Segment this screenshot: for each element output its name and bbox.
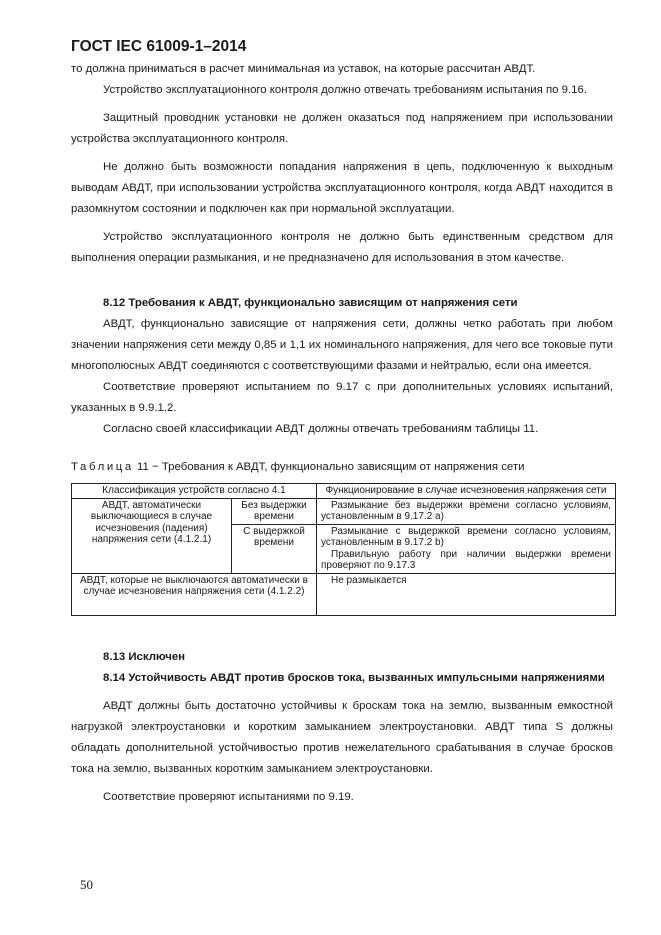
table-cell: Размыкание без выдержки времени согласно условиям, установленным в 9.17.2 а) (317, 498, 616, 524)
table-cell: Без выдержки времени (232, 498, 317, 524)
table-cell-line: Правильную работу при наличии выдержки времени проверяют по 9.17.3 (321, 548, 611, 571)
table-cell (317, 524, 616, 573)
paragraph: Соответствие проверяют испытаниями по 9.19. (103, 791, 354, 803)
table-row (72, 498, 616, 524)
text-block-1 (71, 59, 613, 269)
paragraph: то должна приниматься в расчет минимальная из уставок, на которые рассчитан АВДТ. (71, 63, 536, 75)
table-cell-line: Размыкание с выдержкой времени согласно условиям, установленным в 9.17.2 b) (321, 525, 611, 548)
section-8-14 (71, 668, 613, 808)
table-row (72, 573, 616, 615)
paragraph: АВДТ, функционально зависящие от напряжения сети, должны четко работать при любом значении напряжения сети между 0,85 и 1,1 их номинального напряжения, для чего все токовые пути многополюсных АВДТ соединяются с соответствующими фазами и нейтралью, если она имеется. (71, 318, 613, 372)
table-header-row (72, 484, 616, 499)
table-caption-text: 11 − Требования к АВДТ, функционально зависящим от напряжения сети (137, 461, 525, 473)
paragraph: Устройство эксплуатационного контроля должно отвечать требованиям испытания по 9.16. (103, 84, 587, 96)
document-header-title: ГОСТ IEC 61009-1–2014 (71, 38, 247, 55)
table-11 (71, 483, 616, 616)
page-number: 50 (80, 877, 93, 892)
section-8-13 (71, 647, 613, 668)
paragraph: Защитный проводник установки не должен оказаться под напряжением при использовании устройства эксплуатационного контроля. (71, 112, 613, 145)
table-header-cell: Классификация устройств согласно 4.1 (72, 484, 317, 499)
paragraph: Соответствие проверяют испытанием по 9.17 с при дополнительных условиях испытаний, указанных в 9.9.1.2. (71, 381, 613, 414)
paragraph: Не должно быть возможности попадания напряжения в цепь, подключенную к выходным выводам АВДТ, при использовании устройства эксплуатационного контроля, когда АВДТ находится в разомкнутом состоянии и подключен как при нормальной эксплуатации. (71, 161, 613, 215)
table-cell: АВДТ, автоматически выключающиеся в случае исчезновения (падения) напряжения сети (4.1.2.1) (72, 498, 232, 573)
section-heading: 8.12 Требования к АВДТ, функционально зависящим от напряжения сети (103, 297, 518, 309)
paragraph: Согласно своей классификации АВДТ должны отвечать требованиям таблицы 11. (103, 423, 539, 435)
table-caption-label: Таблица (71, 461, 134, 473)
table-cell: С выдержкой времени (232, 524, 317, 573)
table-cell: АВДТ, которые не выключаются автоматически в случае исчезновения напряжения сети (4.1.2.2) (72, 573, 317, 615)
table-caption (71, 461, 631, 473)
section-heading: 8.14 Устойчивость АВДТ против бросков тока, вызванных импульсными напряжениями (103, 672, 605, 684)
section-8-12 (71, 293, 613, 440)
paragraph: АВДТ должны быть достаточно устойчивы к броскам тока на землю, вызванным емкостной нагрузкой электроустановки и коротким замыканием электроустановки. АВДТ типа S должны обладать дополнительной устойчивостью против нежелательного срабатывания в случае бросков тока на землю, вызванных коротким замыканием электроустановки. (71, 700, 613, 775)
table-cell: Не размыкается (317, 573, 616, 615)
paragraph: Устройство эксплуатационного контроля не должно быть единственным средством для выполнения операции размыкания, и не предназначено для использования в этом качестве. (71, 231, 613, 264)
section-heading: 8.13 Исключен (103, 651, 186, 663)
table-header-cell: Функционирование в случае исчезновения напряжения сети (317, 484, 616, 499)
